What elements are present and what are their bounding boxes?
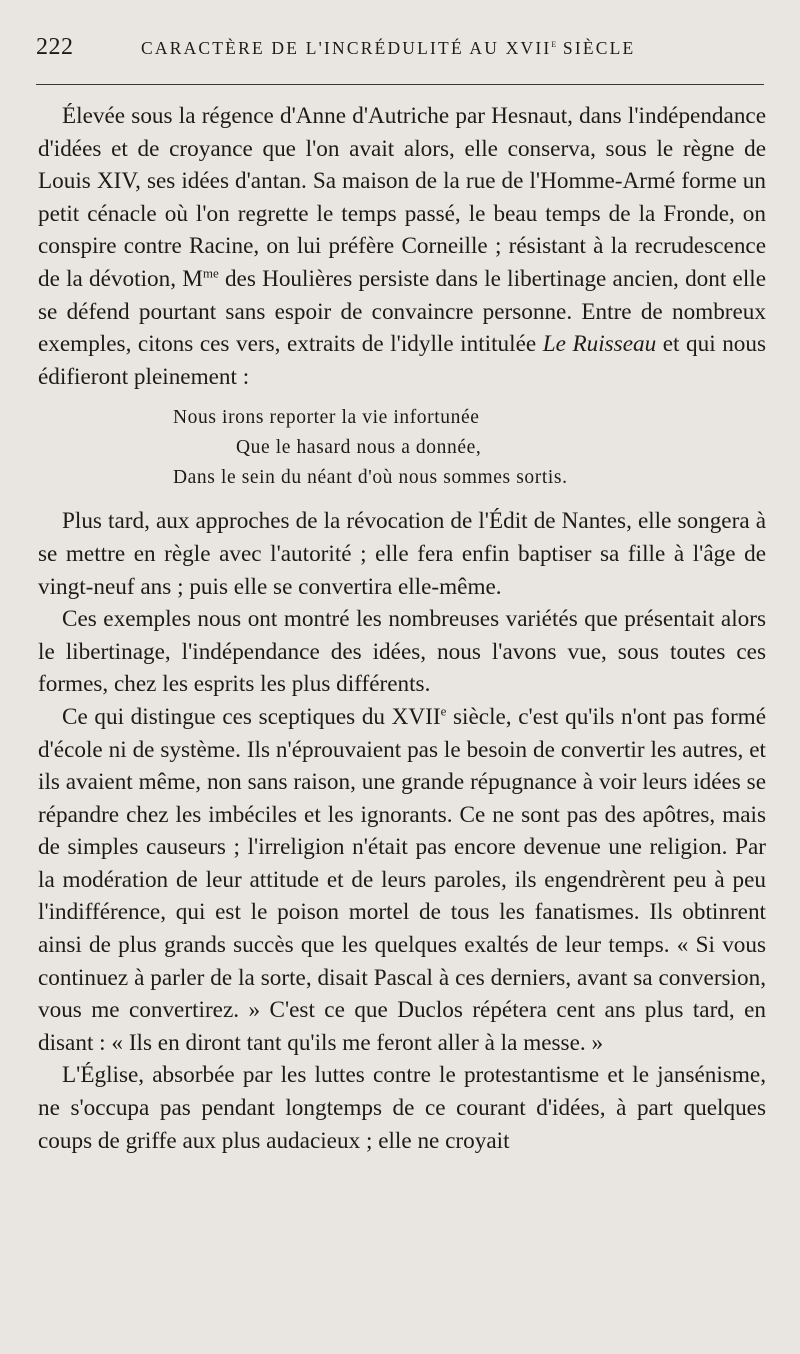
verse-quotation <box>173 403 766 493</box>
paragraph-3: Ces exemples nous ont montré les nombreuses variétés que présentait alors le libertinage, l'indépendance des idées, nous l'avons vue, sous toutes ces formes, chez les esprits les plus différents. <box>38 606 766 698</box>
paragraph-2: Plus tard, aux approches de la révocation de l'Édit de Nantes, elle songera à se mettre en règle avec l'autorité ; elle fera enfin baptiser sa fille à l'âge de vingt-neuf ans ; puis elle se convertira elle-même. <box>38 508 766 600</box>
verse-line-3: Dans le sein du néant d'où nous sommes sortis. <box>173 467 568 489</box>
madame-superscript: me <box>202 265 219 281</box>
paragraph-1-text-b: des Houlières persiste dans le libertinage ancien, dont elle se défend pourtant sans espoir de convaincre personne. Entre de nombreux exemples, citons ces vers, extraits de l'idylle intitulée <box>38 265 766 358</box>
body-text <box>38 100 766 1157</box>
running-head <box>141 38 635 59</box>
paragraph-4-text-b: siècle, c'est qu'ils n'ont pas formé d'école ni de système. Ils n'éprouvaient pas le besoin de convertir les autres, et ils avaient même, non sans raison, une grande répugnance à voir leurs idées se répandre chez les imbéciles et les ignorants. Ce ne sont pas des apôtres, mais de simples causeurs ; l'irreligion n'était pas encore devenue une religion. Par la modération de leur attitude et de leurs paroles, ils engendrèrent peu à peu l'indifférence, qui est le poison mortel de tous les fanatismes. Ils obtinrent ainsi de plus grands succès que les quelques exaltés de leur temps. « Si vous continuez à parler de la sorte, disait Pascal à ces derniers, avant sa conversion, vous me convertirez. » C'est ce que Duclos répétera cent ans plus tard, en disant : « Ils en diront tant qu'ils me feront aller à la messe. » <box>38 703 766 1056</box>
paragraph-1-text-a: Élevée sous la régence d'Anne d'Autriche par Hesnaut, dans l'indépendance d'idées et de croyance que l'on avait alors, elle conserva, sous le règne de Louis XIV, ses idées d'antan. Sa maison de la rue de l'Homme-Armé forme un petit cénacle où l'on regrette le temps passé, le beau temps de la Fronde, on conspire contre Racine, on lui préfère Corneille ; résistant à la recrudescence de la dévotion, M <box>38 103 766 292</box>
verse-line-1: Nous irons reporter la vie infortunée <box>173 407 480 429</box>
header-rule <box>36 84 764 85</box>
paragraph-1-text-c: et qui nous édifieront pleinement : <box>38 331 767 390</box>
paragraph-1 <box>38 100 766 393</box>
paragraph-4 <box>38 701 766 1060</box>
running-head-end: SIÈCLE <box>556 38 636 58</box>
paragraph-5: L'Église, absorbée par les luttes contre le protestantisme et le jansénisme, ne s'occupa pas pendant longtemps de ce courant d'idées, à part quelques coups de griffe aux plus audacieux ; elle ne croyait <box>38 1062 766 1154</box>
page-header <box>36 34 764 68</box>
verse-line-2: Que le hasard nous a donnée, <box>236 437 482 459</box>
running-head-superscript: e <box>551 38 557 51</box>
running-head-main: CARACTÈRE DE L'INCRÉDULITÉ AU XVII <box>141 38 552 58</box>
century-superscript: e <box>440 703 447 719</box>
idyll-title: Le Ruisseau <box>542 331 657 358</box>
page-number: 222 <box>36 34 74 60</box>
paragraph-4-text-a: Ce qui distingue ces sceptiques du XVII <box>62 703 441 730</box>
